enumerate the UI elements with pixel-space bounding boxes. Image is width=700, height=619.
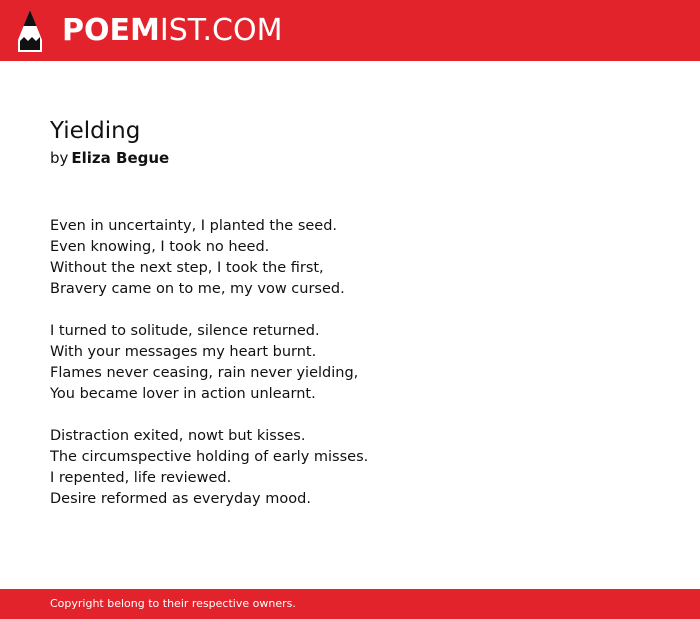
site-logo-text [62,12,283,48]
poem-line: Without the next step, I took the first, [50,260,324,276]
poem-line: You became lover in action unlearnt. [50,386,316,402]
site-logo-link[interactable] [18,10,282,52]
pencil-tip-icon [18,10,42,52]
poem-content [50,116,650,531]
stanza [50,426,650,510]
site-header [0,0,700,61]
poem-line: Distraction exited, nowt but kisses. [50,428,306,444]
stanza [50,321,650,405]
poem-line: Bravery came on to me, my vow cursed. [50,281,345,297]
by-label: by [50,149,69,167]
poem-byline [50,148,650,168]
stanza [50,216,650,300]
poem-line: Desire reformed as everyday mood. [50,491,311,507]
poem-line: I repented, life reviewed. [50,470,232,486]
poem-line: Even knowing, I took no heed. [50,239,270,255]
poem-body [50,216,650,510]
author-name: Eliza Begue [71,149,170,167]
poem-title: Yielding [50,118,141,144]
poem-line: I turned to solitude, silence returned. [50,323,320,339]
poem-line: The circumspective holding of early misses. [50,449,369,465]
poem-line: Flames never ceasing, rain never yielding, [50,365,359,381]
copyright-text: Copyright belong to their respective owners. [50,597,296,610]
poem-line: Even in uncertainty, I planted the seed. [50,218,338,234]
logo-bold-text: POEM [62,12,160,48]
site-footer [0,589,700,619]
poem-line: With your messages my heart burnt. [50,344,317,360]
logo-light-text: IST.COM [159,12,283,48]
